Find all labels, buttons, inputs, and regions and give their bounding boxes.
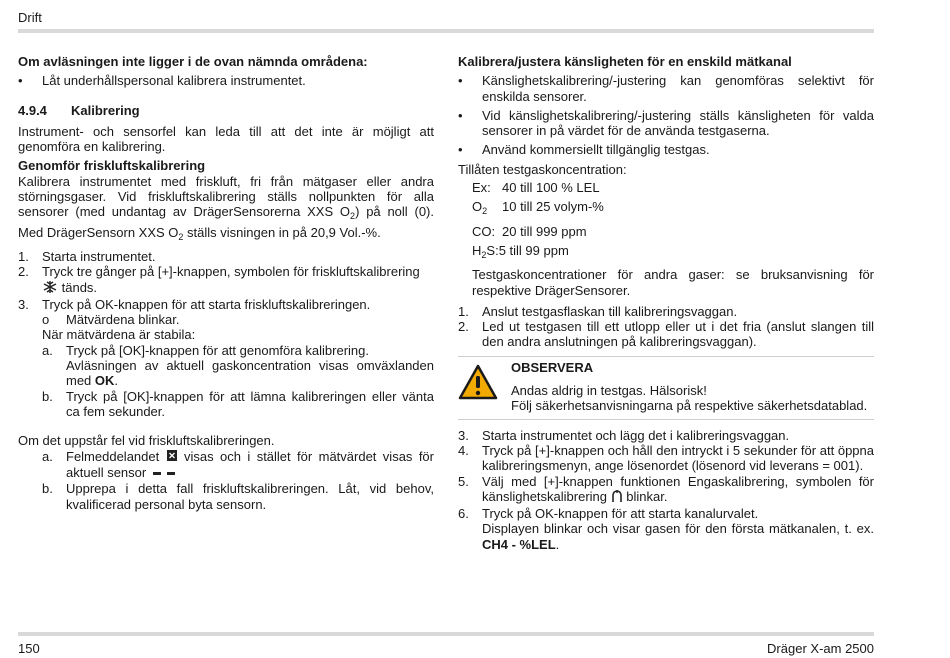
step-2: 2. Tryck tre gånger på [+]-knappen, symbolen för friskluftskalibrering tänds. — [18, 264, 434, 297]
result-item: o Mätvärdena blinkar. — [42, 312, 180, 328]
bullet-item: • Vid känslighetskalibrering/-justering ställs känsligheten för valda sensorer in på värdet för de använda testgaserna. — [458, 107, 874, 139]
section-number: 4.9.4 — [18, 102, 47, 118]
step-5: 5. Välj med [+]-knappen funktionen Engaskalibrering, symbolen för känslighetskalibrering blinkar. — [458, 474, 874, 507]
gas-note: Testgaskoncentrationer för andra gaser: se bruksanvisning för respektive DrägerSensorer. — [472, 267, 874, 298]
bullet-icon: • — [458, 73, 463, 89]
header-rule — [18, 29, 874, 33]
step-1: 1. Anslut testgasflaskan till kalibreringsvaggan. — [458, 303, 738, 319]
sensitivity-calibration-icon — [611, 489, 623, 506]
footer-rule — [18, 632, 874, 636]
bullet-icon: • — [458, 107, 463, 123]
stable-note: När mätvärdena är stabila: — [42, 327, 196, 343]
step-3: 3. Tryck på OK-knappen för att starta friskluftskalibreringen. — [18, 296, 371, 312]
heading-single-channel: Kalibrera/justera känsligheten för en enskild mätkanal — [458, 54, 792, 69]
fresh-air-calibration-icon — [42, 280, 58, 297]
step-4: 4. Tryck på [+]-knappen och håll den intryckt i 5 sekunder för att öppna kalibreringsmenyn, ange lösenordet (lösenord vid leverans = 001). — [458, 442, 874, 474]
left-column — [18, 54, 434, 512]
intro-paragraph: Instrument- och sensorfel kan leda till att det inte är möjligt att genomföra en kalibrering. — [18, 123, 434, 155]
heading-fresh-air: Genomför friskluftskalibrering — [18, 158, 206, 174]
step-6: 6. Tryck på OK-knappen för att starta kanalurvalet. Displayen blinkar och visar gasen för den första mätkanalen, t. ex. CH4 - %LEL. — [458, 506, 874, 552]
dash-dash-icon — [150, 466, 180, 481]
warning-triangle-icon — [458, 364, 498, 403]
step-3b: b. Tryck på [OK]-knappen för att lämna kalibreringen eller vänta ca fem sekunder. — [42, 388, 434, 419]
gas-row-co: CO: 20 till 999 ppm — [472, 223, 587, 239]
page-number: 150 — [18, 641, 40, 656]
product-name: Dräger X-am 2500 — [767, 641, 874, 656]
bullet-item: • Använd kommersiellt tillgänglig testgas. — [458, 142, 710, 158]
bullet-icon: • — [18, 73, 23, 89]
gas-row-h2s: $H_2S$: 5 till 99 ppm — [472, 242, 569, 260]
warning-title: OBSERVERA — [511, 359, 594, 375]
bullet-icon: • — [458, 142, 463, 158]
error-x-icon — [166, 449, 178, 465]
heading-outside-range: Om avläsningen inte ligger i de ovan nämnda områdena: — [18, 54, 368, 69]
bullet-item: • Känslighetskalibrering/-justering kan genomföras selektivt för enskilda sensorer. — [458, 73, 874, 104]
error-step-b: b. Upprepa i detta fall friskluftskalibreringen. Låt, vid behov, kvalificerad personal byta sensorn. — [42, 481, 434, 512]
warning-line-2: Följ säkerhetsanvisningarna på respektive säkerhetsdatablad. — [511, 398, 868, 414]
gas-row-o2: $O_2$ 10 till 25 volym-% — [472, 199, 604, 217]
step-2: 2. Led ut testgasen till ett utlopp eller ut i det fria (anslut slangen till den andra anslutningen på kalibreringsvaggan). — [458, 319, 874, 350]
warning-box — [458, 356, 874, 420]
error-step-a: a. Felmeddelandet visas och i stället för mätvärdet visas för aktuell sensor — [42, 448, 434, 481]
error-heading: Om det uppstår fel vid friskluftskalibreringen. — [18, 433, 275, 449]
warning-line-1: Andas aldrig in testgas. Hälsorisk! — [511, 383, 707, 399]
circle-bullet-icon: o — [42, 312, 50, 328]
step-3: 3. Starta instrumentet och lägg det i kalibreringsvaggan. — [458, 427, 790, 443]
fresh-air-paragraph: Kalibrera instrumentet med friskluft, fri från mätgaser eller andra störningsgaser. Vid friskluftskalibrering ställs nollpunkten för alla sensorer (med undantag av DrägerSensorerna XXS $O_2$) på noll (0). Med DrägerSensorn XXS $O_2$ ställs visningen in på 20,9 Vol.-%. — [18, 173, 434, 242]
section-title: Kalibrering — [71, 102, 140, 118]
gas-row-ex: Ex: 40 till 100 % LEL — [472, 180, 600, 196]
right-column — [458, 54, 874, 552]
running-header: Drift — [18, 10, 42, 25]
section-heading — [18, 103, 434, 118]
bullet-item: • Låt underhållspersonal kalibrera instrumentet. — [18, 73, 306, 89]
step-1: 1. Starta instrumentet. — [18, 248, 156, 264]
step-3a: a. Tryck på [OK]-knappen för att genomföra kalibrering. Avläsningen av aktuell gaskoncentration visas omväxlanden med OK. — [42, 342, 434, 389]
allowed-concentration-label: Tillåten testgaskoncentration: — [458, 161, 627, 177]
